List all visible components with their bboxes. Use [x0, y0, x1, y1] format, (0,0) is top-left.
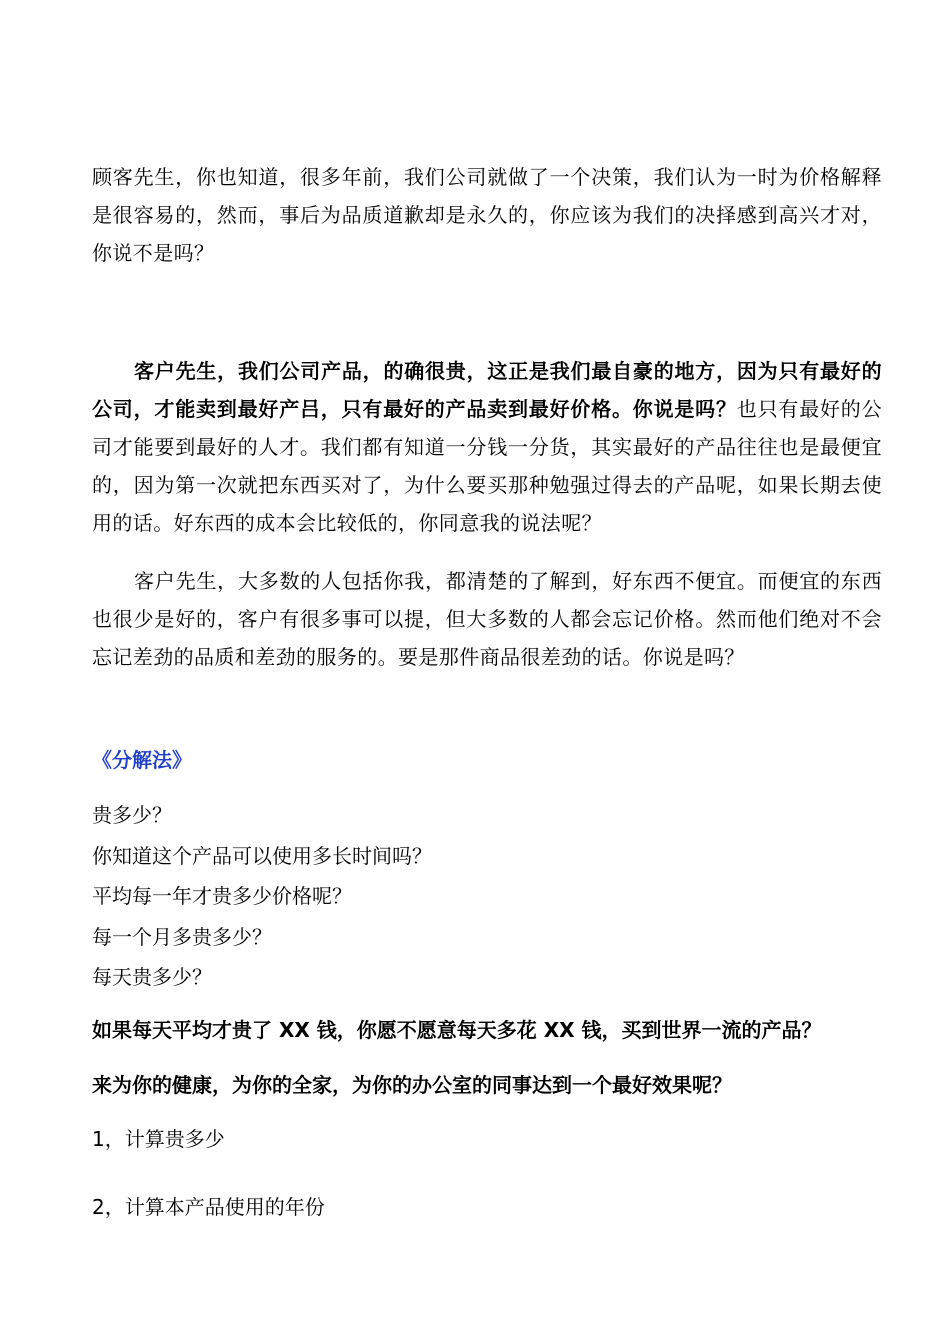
- step-line: 2，计算本产品使用的年份: [92, 1195, 325, 1219]
- paragraph-bold-part: 客户先生，我们公司产品，的确很贵，这正是我们最自豪的地方，因为只有最好的公司，才能卖到最好产吕，只有最好的产品卖到最好价格。你说是吗？: [92, 359, 882, 421]
- step-line: 1，计算贵多少: [92, 1127, 225, 1151]
- bold-question-line: 来为你的健康，为你的全家，为你的办公室的同事达到一个最好效果呢？: [92, 1073, 732, 1097]
- question-line: 每一个月多贵多少？: [92, 925, 272, 949]
- paragraph-expensive-best: [92, 352, 882, 542]
- section-heading: 《分解法》: [92, 748, 192, 772]
- paragraph-normal-part: 也只有最好的公司才能要到最好的人才。我们都有知道一分钱一分货，其实最好的产品往往也是最便宜的，因为第一次就把东西买对了，为什么要买那种勉强过得去的产品呢，如果长期去使用的话。好东西的成本会比较低的，你同意我的说法呢？: [92, 397, 882, 535]
- paragraph-good-not-cheap: 客户先生，大多数的人包括你我，都清楚的了解到，好东西不便宜。而便宜的东西也很少是好的，客户有很多事可以提，但大多数的人都会忘记价格。然而他们绝对不会忘记差劲的品质和差劲的服务的。要是那件商品很差劲的话。你说是吗？: [92, 569, 882, 669]
- question-line: 你知道这个产品可以使用多长时间吗？: [92, 844, 432, 868]
- paragraph-intro: 顾客先生，你也知道，很多年前，我们公司就做了一个决策，我们认为一时为价格解释是很容易的，然而，事后为品质道歉却是永久的，你应该为我们的决择感到高兴才对，你说不是吗？: [92, 165, 882, 265]
- question-line: 平均每一年才贵多少价格呢？: [92, 884, 352, 908]
- question-line: 贵多少？: [92, 803, 172, 827]
- question-line: 每天贵多少？: [92, 965, 212, 989]
- bold-question-line: 如果每天平均才贵了 XX 钱，你愿不愿意每天多花 XX 钱，买到世界一流的产品？: [92, 1018, 822, 1042]
